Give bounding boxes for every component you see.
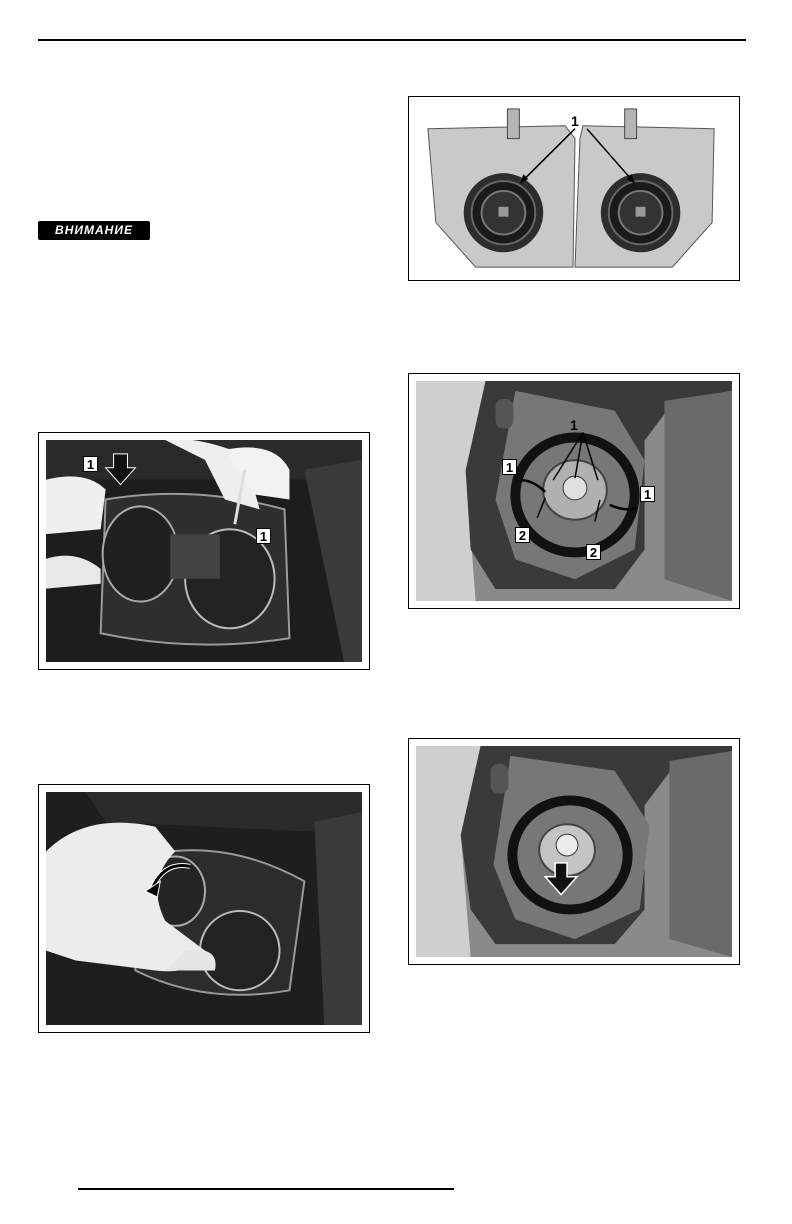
warning-badge: ВНИМАНИЕ (38, 221, 150, 240)
footer-rule (78, 1188, 454, 1190)
callout-1: 1 (571, 113, 579, 129)
photo-gauge-removal (46, 440, 362, 662)
figure-bulb-removal (408, 738, 740, 965)
callout-2-left: 2 (515, 527, 530, 543)
callout-1-top: 1 (570, 417, 578, 433)
callout-1-right: 1 (640, 486, 655, 502)
header-rule (38, 39, 746, 41)
figure-gauge-removal (38, 432, 370, 670)
callout-1-left: 1 (83, 456, 98, 472)
photo-bulb-retainer (416, 381, 732, 601)
figure-bulb-retainer (408, 373, 740, 609)
figure-headlamp-housings (408, 96, 740, 281)
callout-1-right: 1 (256, 528, 271, 544)
callout-2-right: 2 (586, 544, 601, 560)
figure-gauge-tilt (38, 784, 370, 1033)
photo-headlamp-housings (416, 104, 732, 273)
callout-1-left: 1 (502, 459, 517, 475)
photo-gauge-tilt (46, 792, 362, 1025)
photo-bulb-removal (416, 746, 732, 957)
